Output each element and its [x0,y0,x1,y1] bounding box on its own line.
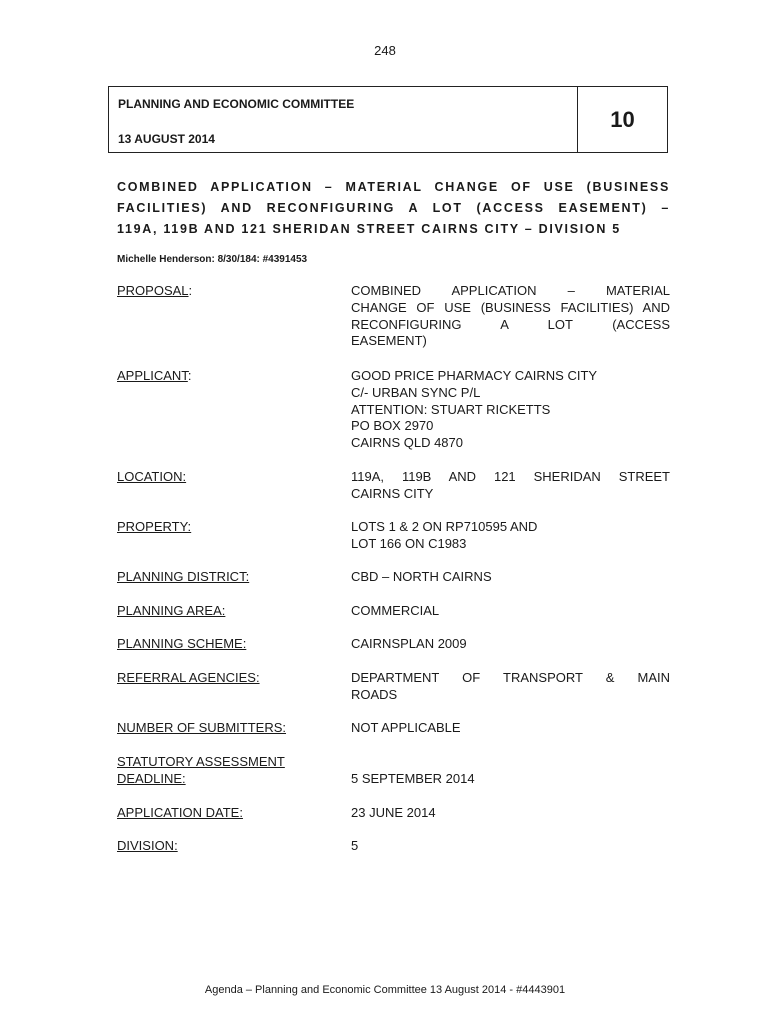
title-line-3: 119A, 119B AND 121 SHERIDAN STREET CAIRNS CITY – DIVISION 5 [117,222,621,236]
page-number: 248 [374,43,396,58]
committee-name: PLANNING AND ECONOMIC COMMITTEE [118,97,355,111]
field-value [351,368,670,452]
author-reference: Michelle Henderson: 8/30/184: #4391453 [117,254,308,265]
value-line: CAIRNSPLAN 2009 [351,636,467,651]
value-line: ATTENTION: STUART RICKETTS [351,401,551,417]
field-label: LOCATION: [117,469,187,484]
value-line: CBD – NORTH CAIRNS [351,569,492,584]
value-line: DEPARTMENT OF TRANSPORT & MAIN [351,670,670,685]
field-value [351,771,670,788]
field-label: PROPERTY: [117,519,192,534]
value-line: COMBINED APPLICATION – MATERIAL [351,283,670,298]
field-value [351,283,670,350]
value-line: 5 [351,838,359,853]
field-value [351,519,670,553]
field-label: PROPOSAL: [117,283,193,298]
value-line: CAIRNS CITY [351,485,434,501]
title-line-1: COMBINED APPLICATION – MATERIAL CHANGE OF USE (BUSINESS [117,180,670,194]
value-line: RECONFIGURING A LOT (ACCESS [351,316,670,332]
page-footer: Agenda – Planning and Economic Committee 13 August 2014 - #4443901 [204,984,566,996]
value-line: EASEMENT) [351,333,427,349]
value-line: 5 SEPTEMBER 2014 [351,771,475,786]
value-line: 23 JUNE 2014 [351,805,436,820]
title-line-2: FACILITIES) AND RECONFIGURING A LOT (ACCESS EASEMENT) – [117,201,670,215]
field-value [351,469,670,503]
value-line: PO BOX 2970 [351,418,434,434]
field-value [351,603,670,620]
value-line: GOOD PRICE PHARMACY CAIRNS CITY [351,368,598,383]
item-number: 10 [610,106,635,132]
value-line: CHANGE OF USE (BUSINESS FACILITIES) AND [351,299,670,315]
value-line: COMMERCIAL [351,603,440,618]
field-label: DIVISION: [117,838,178,853]
value-line: LOTS 1 & 2 ON RP710595 AND [351,519,538,534]
value-line: CAIRNS QLD 4870 [351,435,463,451]
field-label: APPLICATION DATE: [117,805,243,820]
header-left [109,87,578,152]
field-value [351,805,670,822]
field-label: NUMBER OF SUBMITTERS: [117,720,287,735]
field-value [351,670,670,704]
report-title [117,177,670,240]
field-value [351,569,670,586]
value-line: LOT 166 ON C1983 [351,535,467,551]
field-value [351,838,670,855]
field-label: STATUTORY ASSESSMENT DEADLINE: [117,754,285,786]
field-value [351,636,670,653]
value-line: C/- URBAN SYNC P/L [351,384,481,400]
header-box [108,86,668,153]
meeting-date: 13 AUGUST 2014 [118,132,215,146]
field-label: PLANNING DISTRICT: [117,569,250,584]
field-label: PLANNING SCHEME: [117,636,247,651]
value-line: NOT APPLICABLE [351,720,461,735]
field-label: PLANNING AREA: [117,603,226,618]
value-line: ROADS [351,686,398,702]
field-value [351,720,670,737]
field-label: APPLICANT: [117,368,192,383]
value-line: 119A, 119B AND 121 SHERIDAN STREET [351,469,670,484]
field-label: REFERRAL AGENCIES: [117,670,260,685]
